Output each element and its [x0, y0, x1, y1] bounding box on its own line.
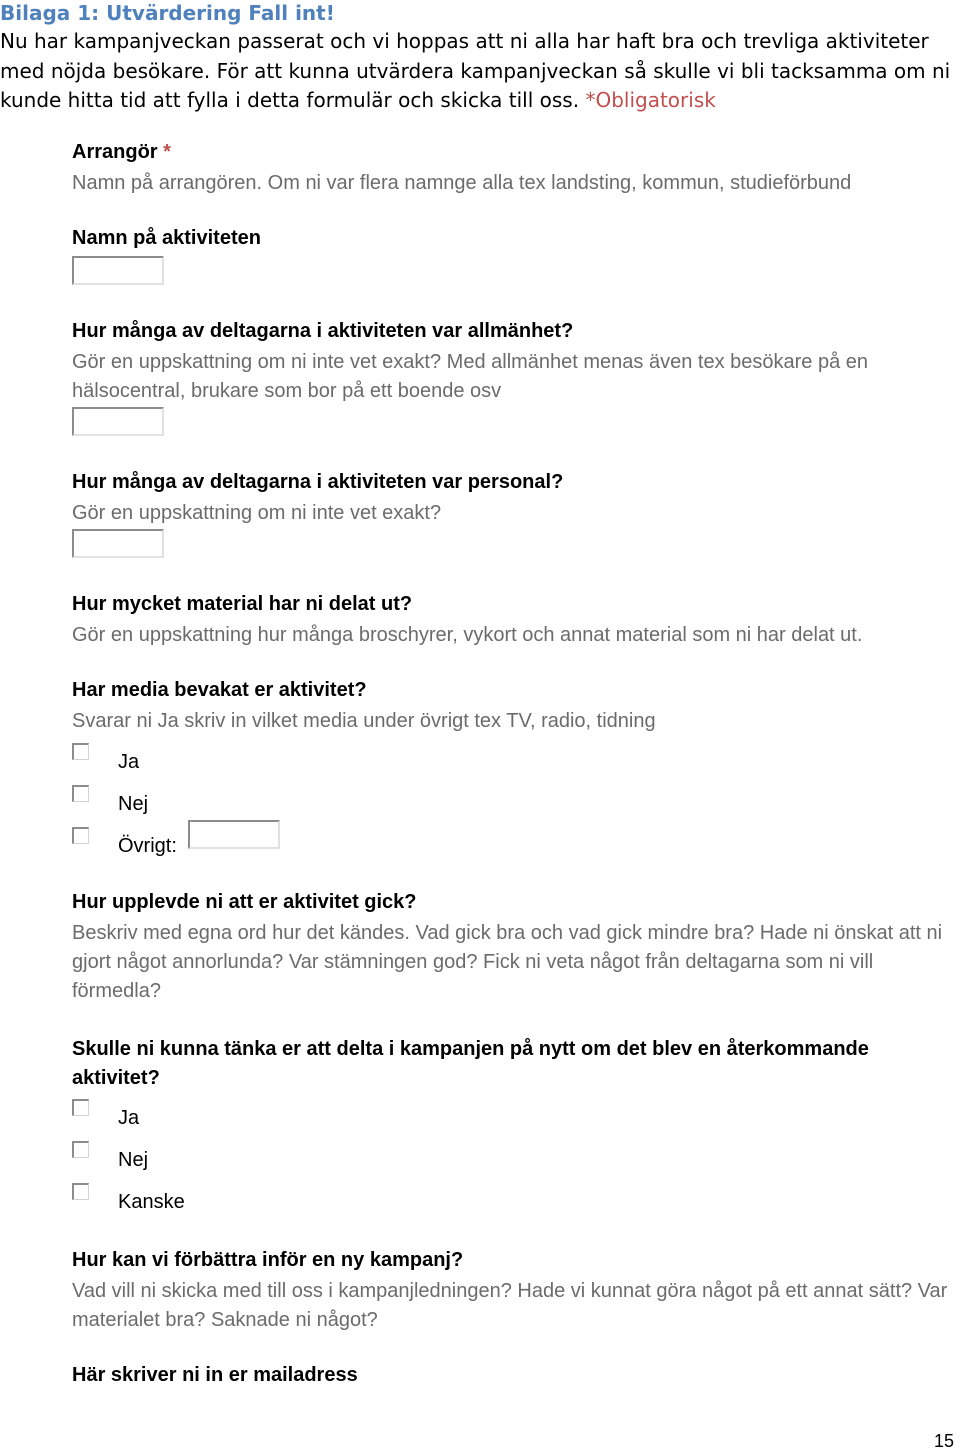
- delta-option-kanske-label: Kanske: [118, 1191, 185, 1213]
- media-option-ja-label: Ja: [118, 751, 140, 773]
- intro-paragraph: [0, 27, 955, 116]
- media-checkbox-nej[interactable]: [72, 785, 89, 802]
- question-material-title: Hur mycket material har ni delat ut?: [72, 593, 413, 615]
- question-media-title: Har media bevakat er aktivitet?: [72, 679, 367, 701]
- intro-text: Nu har kampanjveckan passerat och vi hoppas att ni alla har haft bra och trevliga aktiviteter med nöjda besökare. För att kunna utvärdera kampanjveckan så skulle vi bli tacksamma om ni kunde hitta tid att fylla i detta formulär och skicka till oss.: [0, 29, 951, 112]
- question-delta-igen-title: Skulle ni kunna tänka er att delta i kampanjen på nytt om det blev en återkommande aktivitet?: [72, 1038, 869, 1089]
- delta-checkbox-kanske[interactable]: [72, 1183, 89, 1200]
- media-checkbox-ja[interactable]: [72, 743, 89, 760]
- allmanhet-input[interactable]: [72, 407, 164, 436]
- question-forbattra-help: Vad vill ni skicka med till oss i kampanjledningen? Hade vi kunnat göra något på ett annat sätt? Var materialet bra? Saknade ni något?: [72, 1280, 948, 1331]
- delta-option-ja-label: Ja: [118, 1107, 140, 1129]
- question-allmanhet-help: Gör en uppskattning om ni inte vet exakt? Med allmänhet menas även tex besökare på en hälsocentral, brukare som bor på ett boende osv: [72, 351, 869, 402]
- question-upplevelse-help: Beskriv med egna ord hur det kändes. Vad gick bra och vad gick mindre bra? Hade ni önskat att ni gjort något annorlunda? Var stämningen god? Fick ni veta något från deltagarna som ni vill förmedla?: [72, 922, 943, 1002]
- personal-input[interactable]: [72, 529, 164, 558]
- media-option-ovrigt-label: Övrigt:: [118, 835, 177, 857]
- delta-checkbox-ja[interactable]: [72, 1099, 89, 1116]
- question-forbattra-title: Hur kan vi förbättra inför en ny kampanj?: [72, 1249, 464, 1271]
- delta-checkbox-nej[interactable]: [72, 1141, 89, 1158]
- required-star: *: [163, 141, 171, 163]
- question-allmanhet-title: Hur många av deltagarna i aktiviteten var allmänhet?: [72, 320, 574, 342]
- question-arrangor-help: Namn på arrangören. Om ni var flera namnge alla tex landsting, kommun, studieförbund: [72, 172, 852, 194]
- question-mail-title: Här skriver ni in er mailadress: [72, 1364, 358, 1386]
- question-media-help: Svarar ni Ja skriv in vilket media under övrigt tex TV, radio, tidning: [72, 710, 656, 732]
- question-aktivitet-title: Namn på aktiviteten: [72, 227, 261, 249]
- arrangor-title-text: Arrangör: [72, 141, 158, 163]
- media-ovrigt-input[interactable]: [188, 820, 280, 849]
- question-upplevelse-title: Hur upplevde ni att er aktivitet gick?: [72, 891, 417, 913]
- page-number: 15: [933, 1431, 954, 1451]
- media-checkbox-ovrigt[interactable]: [72, 827, 89, 844]
- aktivitet-input[interactable]: [72, 256, 164, 285]
- media-option-nej-label: Nej: [118, 793, 149, 815]
- required-note: *Obligatorisk: [585, 88, 716, 112]
- delta-option-nej-label: Nej: [118, 1149, 149, 1171]
- question-arrangor-title: [72, 141, 171, 164]
- question-personal-title: Hur många av deltagarna i aktiviteten var personal?: [72, 471, 564, 493]
- question-material-help: Gör en uppskattning hur många broschyrer, vykort och annat material som ni har delat ut.: [72, 624, 863, 646]
- question-personal-help: Gör en uppskattning om ni inte vet exakt?: [72, 502, 442, 524]
- document-title: Bilaga 1: Utvärdering Fall int!: [0, 1, 335, 25]
